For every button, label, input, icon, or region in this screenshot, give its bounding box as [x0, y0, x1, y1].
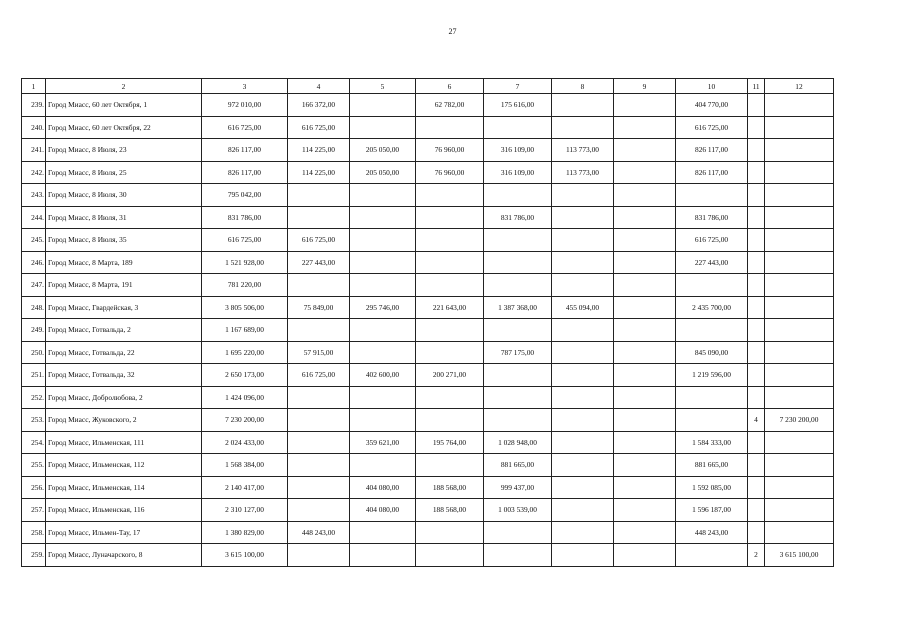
value-cell — [552, 251, 614, 274]
value-cell — [614, 139, 676, 162]
value-cell — [288, 409, 350, 432]
value-cell — [350, 184, 416, 207]
value-cell — [416, 409, 484, 432]
value-cell — [484, 544, 552, 567]
address-cell: Город Миасс, Ильмен-Тау, 17 — [46, 521, 202, 544]
value-cell — [552, 386, 614, 409]
value-cell — [614, 251, 676, 274]
value-cell — [614, 499, 676, 522]
address-cell: Город Миасс, Гвардейская, 3 — [46, 296, 202, 319]
value-cell: 1 695 220,00 — [202, 341, 288, 364]
value-cell — [748, 139, 765, 162]
value-cell: 448 243,00 — [288, 521, 350, 544]
value-cell: 114 225,00 — [288, 139, 350, 162]
value-cell: 3 615 100,00 — [202, 544, 288, 567]
value-cell — [416, 454, 484, 477]
value-cell: 114 225,00 — [288, 161, 350, 184]
value-cell — [416, 341, 484, 364]
table-row — [22, 319, 834, 342]
value-cell: 205 050,00 — [350, 139, 416, 162]
table-row — [22, 296, 834, 319]
value-cell — [350, 454, 416, 477]
address-cell: Город Миасс, 8 Июля, 30 — [46, 184, 202, 207]
table-row — [22, 544, 834, 567]
value-cell: 3 805 506,00 — [202, 296, 288, 319]
value-cell — [765, 319, 834, 342]
column-header: 12 — [765, 79, 834, 94]
value-cell — [416, 319, 484, 342]
value-cell — [748, 364, 765, 387]
row-number-cell: 241. — [22, 139, 46, 162]
value-cell: 76 960,00 — [416, 139, 484, 162]
value-cell — [484, 229, 552, 252]
value-cell: 316 109,00 — [484, 139, 552, 162]
value-cell — [765, 94, 834, 117]
value-cell — [614, 116, 676, 139]
value-cell: 75 849,00 — [288, 296, 350, 319]
value-cell — [748, 229, 765, 252]
value-cell — [416, 386, 484, 409]
value-cell — [676, 184, 748, 207]
value-cell: 826 117,00 — [202, 161, 288, 184]
column-header: 6 — [416, 79, 484, 94]
table-row — [22, 409, 834, 432]
value-cell: 62 782,00 — [416, 94, 484, 117]
value-cell — [748, 94, 765, 117]
address-cell: Город Миасс, 8 Июля, 25 — [46, 161, 202, 184]
value-cell — [614, 94, 676, 117]
value-cell — [552, 184, 614, 207]
row-number-cell: 254. — [22, 431, 46, 454]
value-cell — [765, 184, 834, 207]
column-header: 5 — [350, 79, 416, 94]
value-cell — [765, 454, 834, 477]
value-cell: 2 140 417,00 — [202, 476, 288, 499]
column-header: 1 — [22, 79, 46, 94]
table-row — [22, 251, 834, 274]
value-cell — [288, 499, 350, 522]
row-number-cell: 245. — [22, 229, 46, 252]
value-cell — [552, 499, 614, 522]
row-number-cell: 243. — [22, 184, 46, 207]
value-cell: 1 568 384,00 — [202, 454, 288, 477]
value-cell — [350, 94, 416, 117]
value-cell — [416, 229, 484, 252]
value-cell — [350, 274, 416, 297]
value-cell: 831 786,00 — [484, 206, 552, 229]
column-header: 11 — [748, 79, 765, 94]
value-cell — [288, 184, 350, 207]
address-cell: Город Миасс, 8 Марта, 191 — [46, 274, 202, 297]
value-cell — [288, 476, 350, 499]
row-number-cell: 240. — [22, 116, 46, 139]
value-cell: 2 435 700,00 — [676, 296, 748, 319]
value-cell — [765, 139, 834, 162]
value-cell — [484, 319, 552, 342]
value-cell — [614, 454, 676, 477]
value-cell — [350, 521, 416, 544]
address-cell: Город Миасс, Готвальда, 32 — [46, 364, 202, 387]
value-cell — [288, 274, 350, 297]
value-cell — [416, 274, 484, 297]
column-header: 4 — [288, 79, 350, 94]
value-cell — [552, 116, 614, 139]
value-cell — [288, 544, 350, 567]
value-cell: 616 725,00 — [288, 364, 350, 387]
value-cell: 57 915,00 — [288, 341, 350, 364]
value-cell: 826 117,00 — [202, 139, 288, 162]
value-cell — [416, 521, 484, 544]
value-cell — [552, 364, 614, 387]
value-cell — [350, 116, 416, 139]
value-cell — [552, 341, 614, 364]
row-number-cell: 239. — [22, 94, 46, 117]
value-cell — [288, 454, 350, 477]
table-row — [22, 184, 834, 207]
address-cell: Город Миасс, Ильменская, 112 — [46, 454, 202, 477]
value-cell — [676, 386, 748, 409]
value-cell — [484, 274, 552, 297]
table-row — [22, 94, 834, 117]
value-cell: 2 650 173,00 — [202, 364, 288, 387]
value-cell — [552, 431, 614, 454]
value-cell: 295 746,00 — [350, 296, 416, 319]
row-number-cell: 251. — [22, 364, 46, 387]
value-cell — [748, 274, 765, 297]
value-cell — [416, 251, 484, 274]
value-cell — [676, 319, 748, 342]
value-cell — [765, 296, 834, 319]
table-row — [22, 116, 834, 139]
page-number: 27 — [448, 27, 457, 36]
table-row — [22, 206, 834, 229]
value-cell: 166 372,00 — [288, 94, 350, 117]
row-number-cell: 253. — [22, 409, 46, 432]
value-cell: 1 387 368,00 — [484, 296, 552, 319]
value-cell — [765, 341, 834, 364]
value-cell — [288, 206, 350, 229]
value-cell — [416, 206, 484, 229]
value-cell — [552, 544, 614, 567]
value-cell — [676, 274, 748, 297]
value-cell: 221 643,00 — [416, 296, 484, 319]
column-header: 9 — [614, 79, 676, 94]
value-cell — [484, 521, 552, 544]
address-cell: Город Миасс, Готвальда, 2 — [46, 319, 202, 342]
value-cell: 616 725,00 — [676, 229, 748, 252]
row-number-cell: 257. — [22, 499, 46, 522]
column-header: 3 — [202, 79, 288, 94]
column-header: 10 — [676, 79, 748, 94]
value-cell — [350, 229, 416, 252]
value-cell — [350, 206, 416, 229]
value-cell: 1 424 096,00 — [202, 386, 288, 409]
value-cell — [676, 544, 748, 567]
value-cell — [614, 431, 676, 454]
value-cell — [614, 476, 676, 499]
value-cell — [552, 521, 614, 544]
table-row — [22, 139, 834, 162]
value-cell: 2 — [748, 544, 765, 567]
value-cell — [614, 386, 676, 409]
value-cell: 2 310 127,00 — [202, 499, 288, 522]
value-cell: 113 773,00 — [552, 139, 614, 162]
value-cell — [484, 364, 552, 387]
row-number-cell: 246. — [22, 251, 46, 274]
row-number-cell: 244. — [22, 206, 46, 229]
value-cell: 881 665,00 — [484, 454, 552, 477]
value-cell — [552, 454, 614, 477]
table-row — [22, 521, 834, 544]
value-cell — [552, 476, 614, 499]
row-number-cell: 250. — [22, 341, 46, 364]
value-cell — [748, 251, 765, 274]
value-cell: 1 596 187,00 — [676, 499, 748, 522]
value-cell — [748, 499, 765, 522]
address-cell: Город Миасс, Добролюбова, 2 — [46, 386, 202, 409]
value-cell: 227 443,00 — [288, 251, 350, 274]
address-cell: Город Миасс, Ильменская, 116 — [46, 499, 202, 522]
value-cell: 999 437,00 — [484, 476, 552, 499]
value-cell — [765, 161, 834, 184]
value-cell — [748, 521, 765, 544]
value-cell: 1 003 539,00 — [484, 499, 552, 522]
value-cell — [748, 206, 765, 229]
value-cell — [676, 409, 748, 432]
address-cell: Город Миасс, Ильменская, 114 — [46, 476, 202, 499]
value-cell: 795 042,00 — [202, 184, 288, 207]
value-cell — [765, 499, 834, 522]
row-number-cell: 249. — [22, 319, 46, 342]
value-cell: 616 725,00 — [202, 229, 288, 252]
value-cell — [748, 386, 765, 409]
address-cell: Город Миасс, 8 Июля, 31 — [46, 206, 202, 229]
value-cell — [748, 341, 765, 364]
value-cell — [765, 476, 834, 499]
value-cell: 881 665,00 — [676, 454, 748, 477]
value-cell — [765, 251, 834, 274]
value-cell: 7 230 200,00 — [202, 409, 288, 432]
value-cell — [748, 184, 765, 207]
value-cell: 195 764,00 — [416, 431, 484, 454]
value-cell: 787 175,00 — [484, 341, 552, 364]
table-row — [22, 161, 834, 184]
address-cell: Город Миасс, 8 Июля, 35 — [46, 229, 202, 252]
value-cell — [350, 251, 416, 274]
table-row — [22, 431, 834, 454]
value-cell: 3 615 100,00 — [765, 544, 834, 567]
value-cell — [748, 296, 765, 319]
value-cell: 1 592 085,00 — [676, 476, 748, 499]
value-cell: 113 773,00 — [552, 161, 614, 184]
table-row — [22, 364, 834, 387]
row-number-cell: 242. — [22, 161, 46, 184]
value-cell — [350, 544, 416, 567]
value-cell — [484, 251, 552, 274]
table-row — [22, 499, 834, 522]
value-cell — [614, 229, 676, 252]
value-cell — [614, 319, 676, 342]
value-cell — [552, 409, 614, 432]
value-cell — [484, 116, 552, 139]
value-cell: 359 621,00 — [350, 431, 416, 454]
value-cell — [748, 116, 765, 139]
value-cell — [288, 386, 350, 409]
address-cell: Город Миасс, Ильменская, 111 — [46, 431, 202, 454]
table-row — [22, 274, 834, 297]
value-cell: 826 117,00 — [676, 161, 748, 184]
value-cell: 831 786,00 — [202, 206, 288, 229]
value-cell: 1 521 928,00 — [202, 251, 288, 274]
value-cell: 188 568,00 — [416, 499, 484, 522]
table-row — [22, 476, 834, 499]
value-cell: 831 786,00 — [676, 206, 748, 229]
value-cell — [765, 364, 834, 387]
value-cell — [765, 274, 834, 297]
value-cell — [765, 431, 834, 454]
value-cell: 200 271,00 — [416, 364, 484, 387]
value-cell — [614, 206, 676, 229]
row-number-cell: 258. — [22, 521, 46, 544]
row-number-cell: 256. — [22, 476, 46, 499]
value-cell — [350, 409, 416, 432]
column-header: 8 — [552, 79, 614, 94]
value-cell — [765, 116, 834, 139]
value-cell — [614, 274, 676, 297]
value-cell — [288, 431, 350, 454]
value-cell: 845 090,00 — [676, 341, 748, 364]
value-cell: 616 725,00 — [202, 116, 288, 139]
value-cell — [614, 364, 676, 387]
value-cell — [552, 229, 614, 252]
address-cell: Город Миасс, 60 лет Октября, 1 — [46, 94, 202, 117]
value-cell — [614, 521, 676, 544]
value-cell — [350, 319, 416, 342]
table-row — [22, 229, 834, 252]
value-cell: 7 230 200,00 — [765, 409, 834, 432]
address-cell: Город Миасс, Луначарского, 8 — [46, 544, 202, 567]
value-cell — [416, 544, 484, 567]
value-cell: 402 600,00 — [350, 364, 416, 387]
value-cell — [614, 409, 676, 432]
value-cell — [416, 184, 484, 207]
row-number-cell: 248. — [22, 296, 46, 319]
value-cell: 175 616,00 — [484, 94, 552, 117]
value-cell — [614, 341, 676, 364]
column-header: 7 — [484, 79, 552, 94]
value-cell — [748, 161, 765, 184]
value-cell — [484, 184, 552, 207]
value-cell — [614, 161, 676, 184]
value-cell: 781 220,00 — [202, 274, 288, 297]
value-cell: 404 770,00 — [676, 94, 748, 117]
address-cell: Город Миасс, 60 лет Октября, 22 — [46, 116, 202, 139]
row-number-cell: 259. — [22, 544, 46, 567]
value-cell: 2 024 433,00 — [202, 431, 288, 454]
row-number-cell: 252. — [22, 386, 46, 409]
table-row — [22, 454, 834, 477]
address-cell: Город Миасс, 8 Марта, 189 — [46, 251, 202, 274]
value-cell — [748, 454, 765, 477]
value-cell — [765, 386, 834, 409]
value-cell: 826 117,00 — [676, 139, 748, 162]
value-cell: 1 028 948,00 — [484, 431, 552, 454]
value-cell — [552, 94, 614, 117]
value-cell: 616 725,00 — [288, 116, 350, 139]
address-cell: Город Миасс, 8 Июля, 23 — [46, 139, 202, 162]
data-table — [21, 78, 834, 567]
value-cell: 76 960,00 — [416, 161, 484, 184]
value-cell — [552, 206, 614, 229]
value-cell — [288, 319, 350, 342]
value-cell: 227 443,00 — [676, 251, 748, 274]
value-cell — [552, 319, 614, 342]
value-cell: 1 380 829,00 — [202, 521, 288, 544]
value-cell: 616 725,00 — [288, 229, 350, 252]
table-row — [22, 386, 834, 409]
value-cell: 1 219 596,00 — [676, 364, 748, 387]
row-number-cell: 247. — [22, 274, 46, 297]
value-cell: 616 725,00 — [676, 116, 748, 139]
column-header: 2 — [46, 79, 202, 94]
value-cell — [614, 184, 676, 207]
value-cell — [748, 476, 765, 499]
value-cell: 1 584 333,00 — [676, 431, 748, 454]
value-cell — [765, 521, 834, 544]
address-cell: Город Миасс, Жуковского, 2 — [46, 409, 202, 432]
row-number-cell: 255. — [22, 454, 46, 477]
value-cell: 188 568,00 — [416, 476, 484, 499]
value-cell — [765, 206, 834, 229]
value-cell: 448 243,00 — [676, 521, 748, 544]
value-cell: 404 080,00 — [350, 476, 416, 499]
value-cell — [552, 274, 614, 297]
value-cell — [765, 229, 834, 252]
value-cell — [484, 409, 552, 432]
value-cell — [484, 386, 552, 409]
value-cell: 404 080,00 — [350, 499, 416, 522]
value-cell — [350, 341, 416, 364]
value-cell: 205 050,00 — [350, 161, 416, 184]
value-cell: 4 — [748, 409, 765, 432]
value-cell — [614, 296, 676, 319]
value-cell — [748, 431, 765, 454]
value-cell — [614, 544, 676, 567]
table-header-row — [22, 79, 834, 94]
value-cell — [748, 319, 765, 342]
value-cell: 1 167 689,00 — [202, 319, 288, 342]
value-cell: 455 094,00 — [552, 296, 614, 319]
value-cell: 972 010,00 — [202, 94, 288, 117]
value-cell — [350, 386, 416, 409]
address-cell: Город Миасс, Готвальда, 22 — [46, 341, 202, 364]
value-cell — [416, 116, 484, 139]
table-row — [22, 341, 834, 364]
value-cell: 316 109,00 — [484, 161, 552, 184]
